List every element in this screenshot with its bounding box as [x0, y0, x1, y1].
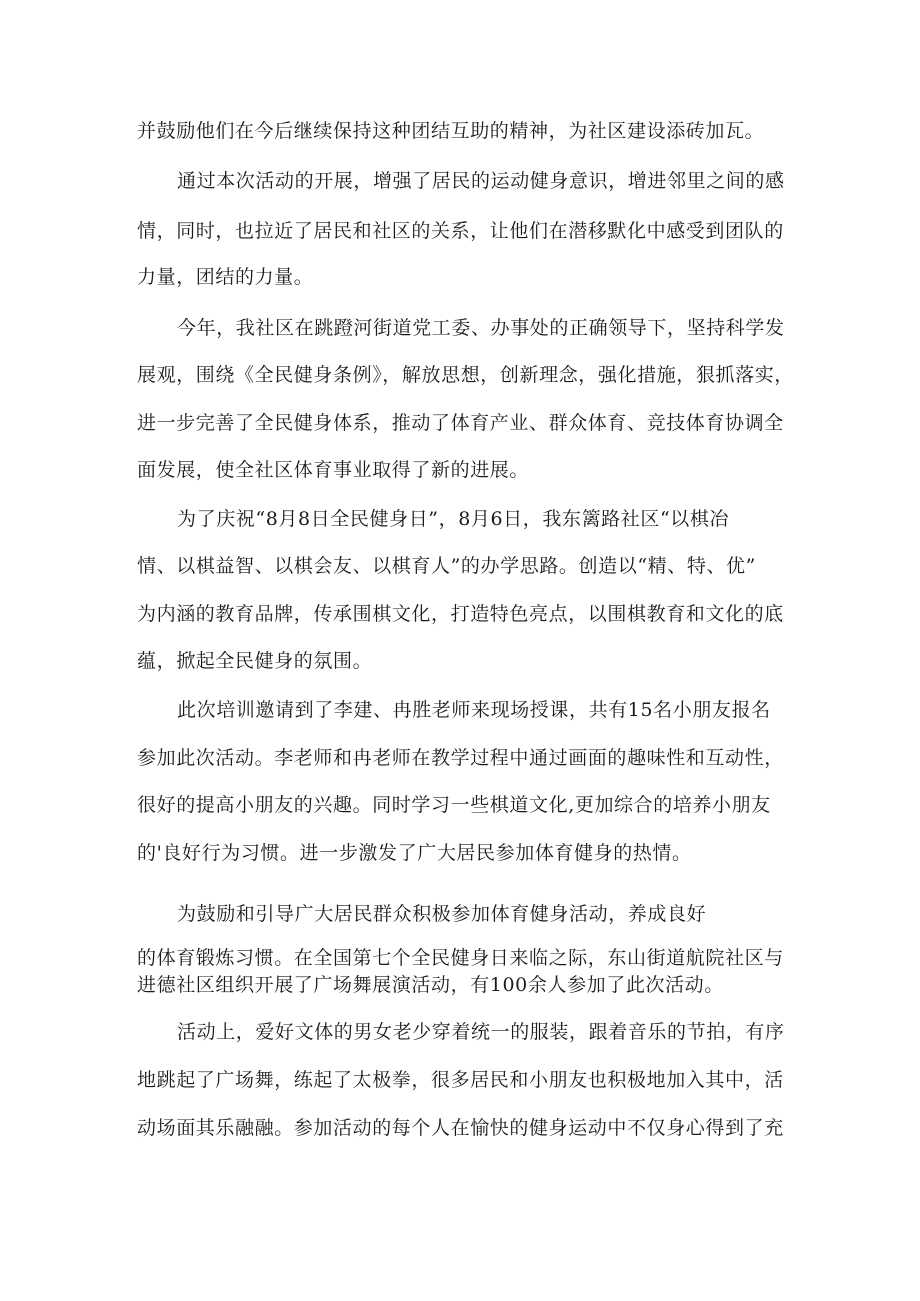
text-line: 地跳起了广场舞，练起了太极拳，很多居民和小朋友也积极地加入其中，活: [137, 1069, 784, 1091]
text-line: 蕴，掀起全民健身的氛围。: [137, 650, 373, 672]
text-line: 参加此次活动。李老师和冉老师在教学过程中通过画面的趣味性和互动性，: [137, 747, 784, 769]
text-line: 的'良好行为习惯。进一步激发了广大居民参加体育健身的热情。: [137, 842, 692, 864]
text-line: 活动上，爱好文体的男女老少穿着统一的服装，跟着音乐的节拍，有序: [177, 1021, 785, 1043]
text-line: 很好的提高小朋友的兴趣。同时学习一些棋道文化,更加综合的培养小朋友: [137, 794, 771, 816]
text-line: 进一步完善了全民健身体系，推动了体育产业、群众体育、竞技体育协调全: [137, 412, 784, 434]
text-line: 情、以棋益智、以棋会友、以棋育人”的办学思路。创造以“精、特、优”: [137, 555, 756, 577]
text-line: 此次培训邀请到了李建、冉胜老师来现场授课，共有15名小朋友报名: [177, 699, 771, 721]
text-line: 情，同时，也拉近了居民和社区的关系，让他们在潜移默化中感受到团队的: [137, 220, 784, 242]
text-line: 今年，我社区在跳蹬河街道党工委、办事处的正确领导下，坚持科学发: [177, 317, 785, 339]
text-line: 动场面其乐融融。参加活动的每个人在愉快的健身运动中不仅身心得到了充: [137, 1117, 784, 1139]
text-line: 力量，团结的力量。: [137, 266, 314, 288]
text-line: 的体育锻炼习惯。在全国第七个全民健身日来临之际，东山街道航院社区与: [137, 947, 784, 969]
text-line: 面发展，使全社区体育事业取得了新的进展。: [137, 459, 530, 481]
text-line: 通过本次活动的开展，增强了居民的运动健身意识，增进邻里之间的感: [177, 170, 785, 192]
text-line: 进德社区组织开展了广场舞展演活动，有100余人参加了此次活动。: [137, 974, 724, 996]
text-line: 展观，围绕《全民健身条例》，解放思想，创新理念，强化措施，狠抓落实，: [137, 364, 794, 386]
text-line: 为鼓励和引导广大居民群众积极参加体育健身活动，养成良好: [177, 903, 707, 925]
text-line: 为内涵的教育品牌，传承围棋文化，打造特色亮点，以围棋教育和文化的底: [137, 603, 784, 625]
text-line: 并鼓励他们在今后继续保持这种团结互助的精神，为社区建设添砖加瓦。: [137, 120, 765, 142]
text-line: 为了庆祝“8月8日全民健身日”，8月6日，我东篱路社区“以棋冶: [177, 508, 730, 530]
